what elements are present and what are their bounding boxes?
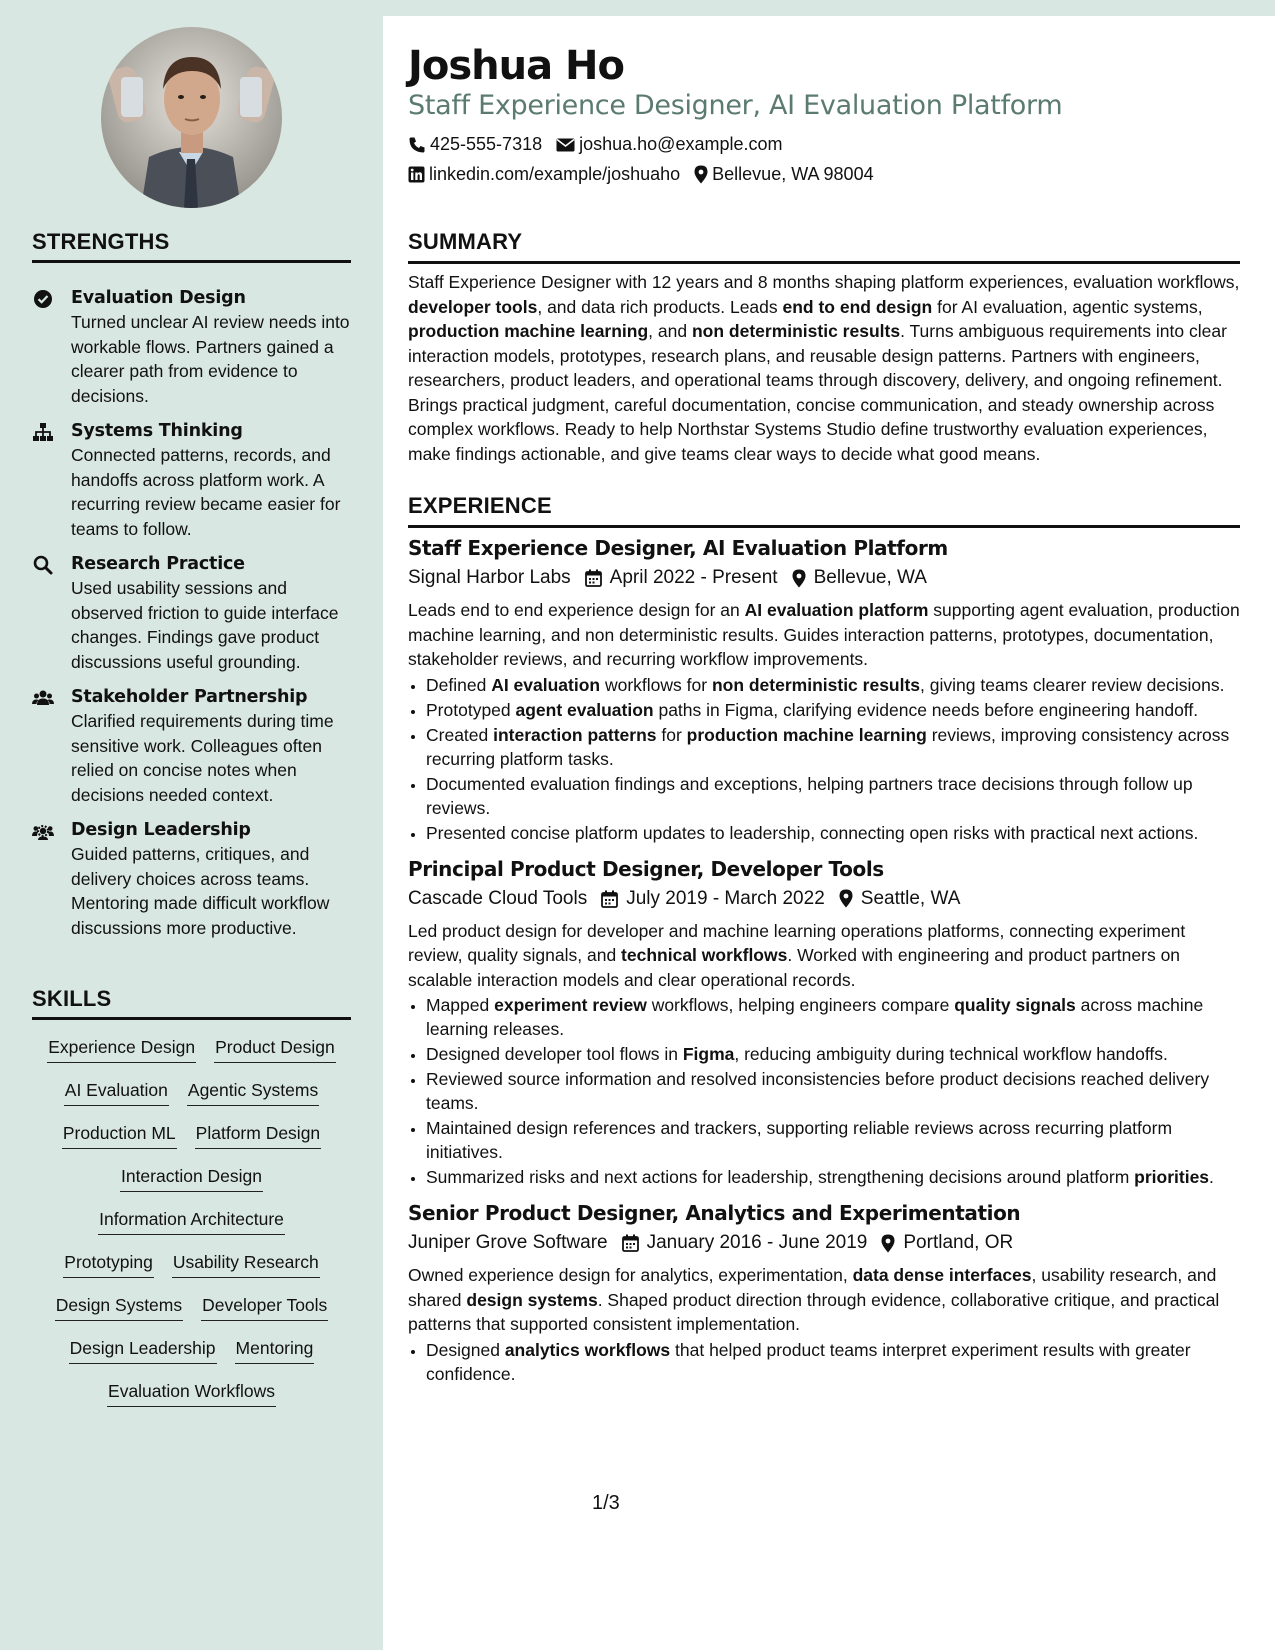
- linkedin-contact[interactable]: [408, 164, 680, 185]
- map-pin-icon: [881, 1234, 895, 1253]
- contact-line-2: [408, 164, 888, 185]
- strength-title: Stakeholder Partnership: [71, 687, 308, 707]
- sidebar: [0, 0, 383, 1650]
- skill-tag: Design Systems: [55, 1293, 183, 1321]
- strength-text: Connected patterns, records, and handoffs across platform work. A recurring review became easier for teams to follow.: [71, 445, 341, 539]
- strength-text: Turned unclear AI review needs into workable flows. Partners gained a clearer path from evidence to decisions.: [71, 312, 350, 406]
- bullet-item: • Maintained design references and trackers, supporting reliable reviews across recurring platform initiatives.: [426, 1116, 1240, 1164]
- strength-title: Systems Thinking: [71, 421, 243, 441]
- job-meta: [408, 1229, 1240, 1257]
- envelope-icon: [556, 137, 575, 153]
- summary-heading: SUMMARY: [408, 229, 1240, 264]
- skill-tag: Developer Tools: [201, 1293, 328, 1321]
- job-meta: [408, 564, 1240, 592]
- phone-contact[interactable]: [408, 134, 542, 155]
- skill-tag: Product Design: [214, 1035, 336, 1063]
- bullet-item: • Documented evaluation findings and exceptions, helping partners trace decisions through follow up reviews.: [426, 772, 1240, 820]
- job-title: Senior Product Designer, Analytics and Experimentation: [408, 1201, 1021, 1225]
- email-text: joshua.ho@example.com: [579, 134, 783, 154]
- strengths-section: [32, 229, 351, 940]
- job-entry: [408, 1199, 1240, 1386]
- bullet-item: • Summarized risks and next actions for leadership, strengthening decisions around platform priorities.: [426, 1165, 1240, 1189]
- job-location: Bellevue, WA: [813, 567, 927, 588]
- strength-item: [32, 419, 351, 541]
- job-dates: April 2022 - Present: [609, 567, 778, 588]
- strength-title: Research Practice: [71, 554, 245, 574]
- strength-item: [32, 818, 351, 940]
- bullet-item: • Defined AI evaluation workflows for non deterministic results, giving teams clearer review decisions.: [426, 673, 1240, 697]
- job-description: Led product design for developer and machine learning operations platforms, connecting experiment review, quality signals, and technical workflows. Worked with engineering and product partners on scalable interaction models and clear operational records.: [408, 920, 1186, 990]
- job-bullets: [408, 673, 1240, 845]
- strength-item: [32, 685, 351, 807]
- job-company: Juniper Grove Software: [408, 1232, 608, 1253]
- job-meta: [408, 885, 1240, 913]
- bullet-item: • Reviewed source information and resolved inconsistencies before product decisions reached delivery teams.: [426, 1067, 1240, 1115]
- search-icon: [32, 554, 54, 576]
- calendar-icon: [622, 1234, 639, 1252]
- skill-tag: Mentoring: [235, 1336, 315, 1364]
- job-dates: July 2019 - March 2022: [626, 887, 825, 909]
- skill-tag: Platform Design: [195, 1121, 322, 1149]
- main-content: [383, 16, 1275, 1650]
- strength-title: Design Leadership: [71, 820, 251, 840]
- sitemap-icon: [32, 421, 54, 443]
- profile-name: Joshua Ho: [408, 43, 624, 89]
- linkedin-text: linkedin.com/example/joshuaho: [429, 164, 681, 184]
- users-icon: [32, 687, 54, 709]
- bullet-item: • Designed developer tool flows in Figma, reducing ambiguity during technical workflow handoffs.: [426, 1042, 1240, 1066]
- linkedin-icon: [408, 166, 425, 183]
- job-description: Owned experience design for analytics, experimentation, data dense interfaces, usability research, and shared design systems. Shaped product direction through evidence, collaborative critique, and practical patterns that supported consistent implementation.: [408, 1265, 1220, 1334]
- job-company: Cascade Cloud Tools: [408, 887, 588, 909]
- job-bullets: [408, 993, 1240, 1189]
- strength-text: Clarified requirements during time sensitive work. Colleagues often relied on concise notes when decisions needed context.: [71, 711, 334, 805]
- email-contact[interactable]: [556, 134, 782, 155]
- map-pin-icon: [839, 889, 853, 908]
- skill-tag: Experience Design: [47, 1035, 196, 1063]
- phone-text: 425-555-7318: [430, 134, 543, 154]
- strength-text: Guided patterns, critiques, and delivery choices across teams. Mentoring made difficult workflow discussions more productive.: [71, 844, 330, 938]
- phone-icon: [408, 136, 426, 154]
- bullet-item: • Mapped experiment review workflows, helping engineers compare quality signals across machine learning releases.: [426, 993, 1240, 1041]
- job-entry: [408, 855, 1240, 1190]
- skills-heading: SKILLS: [32, 986, 351, 1020]
- location-text: Bellevue, WA 98004: [712, 164, 874, 184]
- strengths-heading: STRENGTHS: [32, 229, 351, 263]
- bullet-item: • Created interaction patterns for production machine learning reviews, improving consistency across recurring platform tasks.: [426, 723, 1240, 771]
- profile-headline: Staff Experience Designer, AI Evaluation Platform: [408, 90, 1063, 121]
- profile-photo: [101, 27, 282, 208]
- summary-section: [408, 229, 1240, 466]
- experience-heading: EXPERIENCE: [408, 493, 1240, 528]
- calendar-icon: [601, 890, 618, 908]
- skill-tag: Interaction Design: [120, 1164, 263, 1192]
- calendar-icon: [585, 569, 602, 587]
- job-location: Seattle, WA: [860, 887, 961, 909]
- skill-tag: Usability Research: [172, 1250, 320, 1278]
- page-number: 1/3: [592, 1492, 620, 1514]
- bullet-item: • Presented concise platform updates to leadership, connecting open risks with practical next actions.: [426, 821, 1240, 845]
- strength-text: Used usability sessions and observed friction to guide interface changes. Findings gave product discussions useful grounding.: [71, 578, 339, 672]
- job-bullets: [408, 1338, 1240, 1386]
- check-circle-icon: [32, 288, 54, 310]
- skill-tag: Design Leadership: [69, 1336, 217, 1364]
- skill-tag: AI Evaluation: [64, 1078, 169, 1106]
- skill-tag: Production ML: [62, 1121, 177, 1149]
- experience-section: [408, 493, 1240, 1387]
- map-pin-icon: [694, 165, 708, 184]
- strength-item: [32, 286, 351, 408]
- skills-section: [32, 986, 351, 1407]
- location-contact: [694, 164, 873, 185]
- job-location: Portland, OR: [903, 1232, 1014, 1253]
- job-entry: [408, 534, 1240, 845]
- skill-tag: Evaluation Workflows: [107, 1379, 276, 1407]
- job-dates: January 2016 - June 2019: [646, 1232, 868, 1253]
- skill-tag: Agentic Systems: [187, 1078, 319, 1106]
- skill-tag: Information Architecture: [98, 1207, 285, 1235]
- contact-line-1: [408, 134, 797, 155]
- job-description: Leads end to end experience design for an AI evaluation platform supporting agent evaluation, production machine learning, and non deterministic results. Guides interaction patterns, prototypes, documentation, stakeholder reviews, and recurring workflow improvements.: [408, 600, 1240, 669]
- bullet-item: • Prototyped agent evaluation paths in Figma, clarifying evidence needs before engineering handoff.: [426, 698, 1240, 722]
- users-gear-icon: [32, 820, 54, 842]
- summary-text: Staff Experience Designer with 12 years and 8 months shaping platform experiences, evaluation workflows, developer tools, and data rich products. Leads end to end design for AI evaluation, agentic systems, production machine learning, and non deterministic results. Turns ambiguous requirements into clear interaction models, prototypes, research plans, and reusable design patterns. Partners with engineers, researchers, product leaders, and operational teams through discovery, delivery, and ongoing refinement. Brings practical judgment, careful documentation, concise communication, and steady ownership across complex workflows. Ready to help Northstar Systems Studio define trustworthy evaluation experiences, make findings actionable, and give teams clear ways to decide what good means.: [408, 272, 1240, 464]
- map-pin-icon: [792, 569, 806, 588]
- job-company: Signal Harbor Labs: [408, 567, 571, 588]
- job-title: Staff Experience Designer, AI Evaluation Platform: [408, 536, 948, 560]
- job-title: Principal Product Designer, Developer Tools: [408, 856, 884, 881]
- skill-tag: Prototyping: [63, 1250, 154, 1278]
- strength-title: Evaluation Design: [71, 288, 246, 308]
- strength-item: [32, 552, 351, 674]
- bullet-item: • Designed analytics workflows that helped product teams interpret experiment results with greater confidence.: [426, 1338, 1240, 1386]
